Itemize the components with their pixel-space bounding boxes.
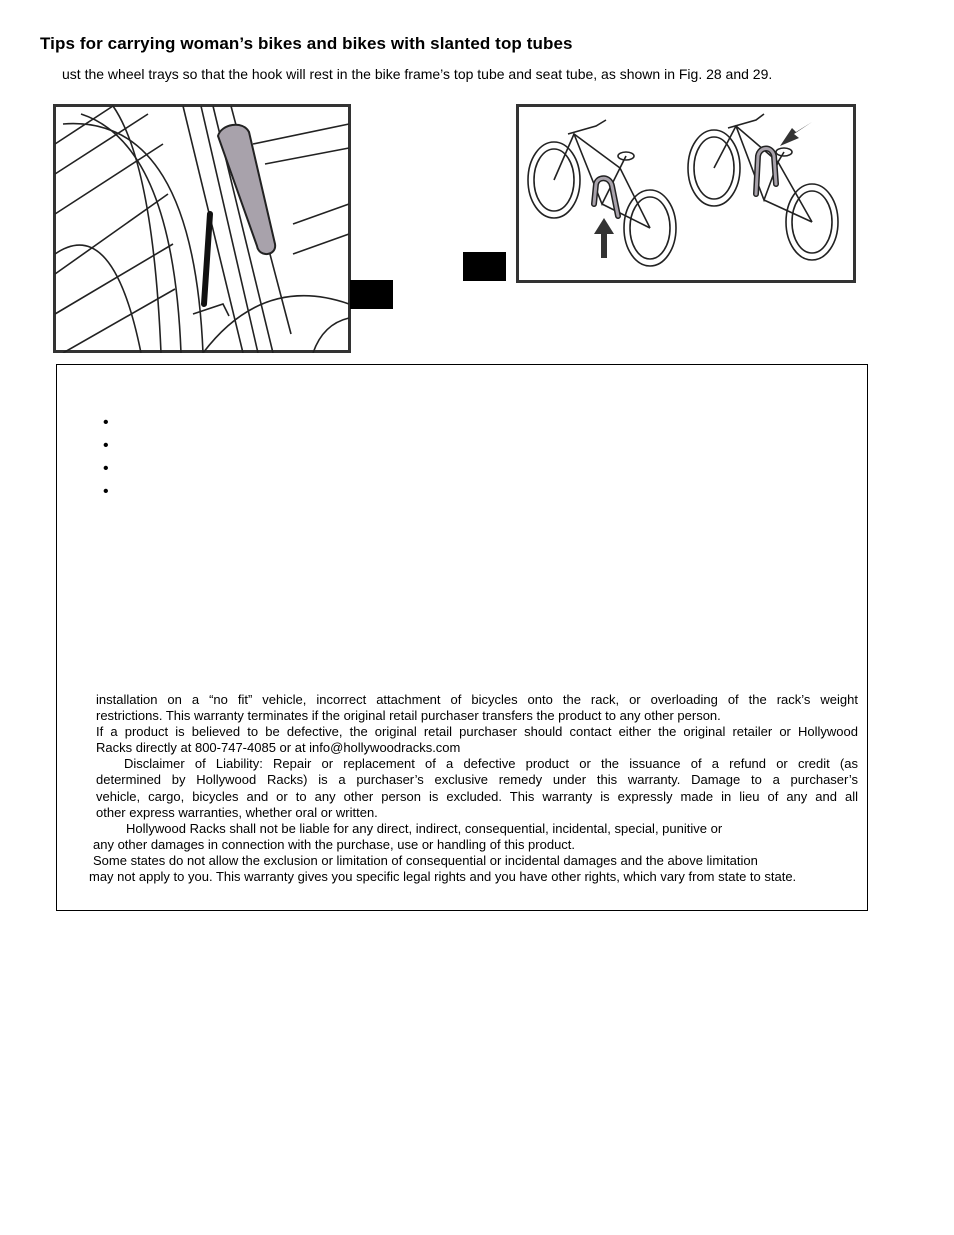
list-item — [103, 457, 109, 480]
warranty-box — [56, 364, 868, 911]
list-item — [103, 434, 109, 457]
warranty-line: other express warranties, whether oral or written. — [96, 805, 378, 820]
fig-29-label-box — [463, 252, 506, 281]
warranty-line: may not apply to you. This warranty gives you specific legal rights and you have other rights, which vary from state to state. — [89, 869, 797, 884]
two-bikes-on-hook-illustration — [516, 104, 856, 283]
warranty-bullet-list — [103, 411, 109, 503]
fig-28-label-box — [350, 280, 393, 309]
warranty-line: Disclaimer of Liability: Repair or replacement of a defective product or the issuance of a refund or credit (as — [124, 756, 858, 771]
warranty-line: Hollywood Racks shall not be liable for any direct, indirect, consequential, incidental, special, punitive or — [126, 821, 723, 836]
section-heading: Tips for carrying woman’s bikes and bikes with slanted top tubes — [40, 34, 573, 53]
warranty-line: Some states do not allow the exclusion or limitation of consequential or incidental damages and the above limitation — [93, 853, 758, 868]
warranty-line: If a product is believed to be defective, the original retail purchaser should contact either the original retailer or Hollywood — [96, 724, 858, 739]
list-item — [103, 480, 109, 503]
warranty-line: vehicle, cargo, bicycles and or to any other person is excluded. This warranty is expressly made in lieu of any and all — [96, 789, 858, 804]
warranty-line: restrictions. This warranty terminates if the original retail purchaser transfers the product to any other person. — [96, 708, 721, 723]
list-item — [103, 411, 109, 434]
hook-closeup-illustration — [53, 104, 351, 353]
warranty-line: installation on a “no fit” vehicle, incorrect attachment of bicycles onto the rack, or overloading of the rack’s weight — [96, 692, 858, 707]
warranty-line: any other damages in connection with the purchase, use or handling of this product. — [93, 837, 576, 852]
intro-paragraph: ust the wheel trays so that the hook will rest in the bike frame’s top tube and seat tube, as shown in Fig. 28 and 29. — [62, 66, 773, 82]
warranty-line: Racks directly at 800-747-4085 or at info@hollywoodracks.com — [96, 740, 461, 755]
warranty-line: determined by Hollywood Racks) is a purchaser’s exclusive remedy under this warranty. Damage to a purchaser’s — [96, 772, 858, 787]
